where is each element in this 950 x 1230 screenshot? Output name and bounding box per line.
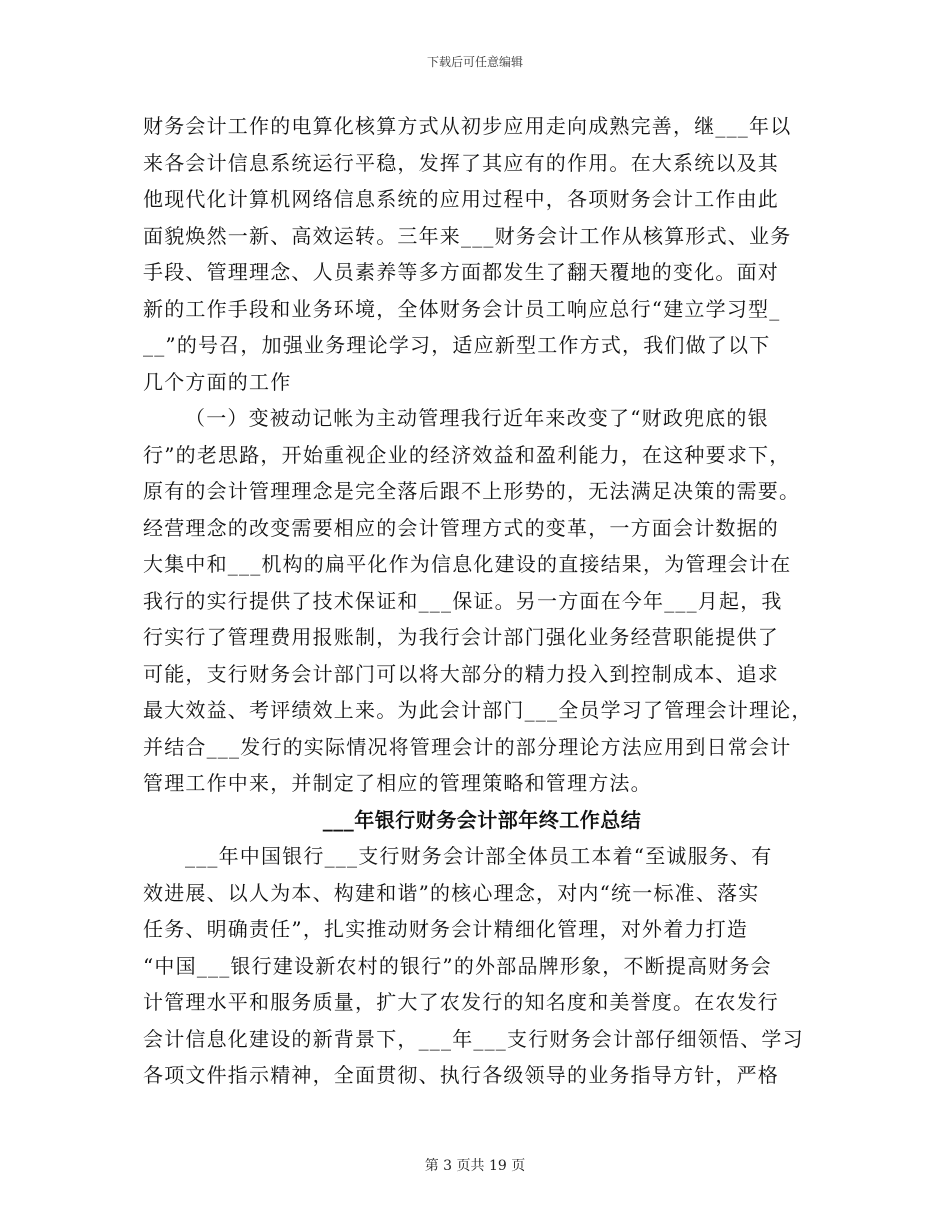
body-line: 各项文件指示精神，全面贯彻、执行各级领导的业务指导方针，严格 — [143, 1063, 779, 1087]
body-line: 他现代化计算机网络信息系统的应用过程中，各项财务会计工作由此 — [143, 187, 779, 211]
body-line: 经营理念的改变需要相应的会计管理方式的变革，一方面会计数据的 — [143, 515, 779, 540]
page-number: 第 3 页共 19 页 — [424, 1158, 526, 1174]
body-line: 管理工作中来，并制定了相应的管理策略和管理方法。 — [143, 771, 652, 795]
body-line: 财务会计工作的电算化核算方式从初步应用走向成熟完善，继___年以 — [143, 114, 792, 138]
body-line: “中国___银行建设新农村的银行”的外部品牌形象，不断提高财务会 — [143, 953, 772, 978]
body-line: 行实行了管理费用报账制，为我行会计部门强化业务经营职能提供了 — [143, 625, 779, 649]
body-line: （一）变被动记帐为主动管理我行近年来改变了“财政兜底的银 — [185, 406, 769, 430]
body-line: 我行的实行提供了技术保证和___保证。另一方面在今年___月起，我 — [143, 588, 783, 613]
body-line: 几个方面的工作 — [143, 369, 292, 394]
body-line: 任务、明确责任”，扎实推动财务会计精细化管理，对外着力打造 — [143, 917, 749, 941]
page-header: 下载后可任意编辑 — [426, 55, 523, 69]
body-line: 行”的老思路，开始重视企业的经济效益和盈利能力，在这种要求下， — [143, 442, 791, 467]
body-line: 最大效益、考评绩效上来。为此会计部门___全员学习了管理会计理论， — [143, 698, 813, 722]
body-line: 面貌焕然一新、高效运转。三年来___财务会计工作从核算形式、业务 — [143, 223, 792, 248]
body-line: 来各会计信息系统运行平稳，发挥了其应有的作用。在大系统以及其 — [143, 150, 779, 175]
body-line: __”的号召，加强业务理论学习，适应新型工作方式，我们做了以下 — [143, 333, 771, 357]
document-body — [143, 108, 811, 1094]
section-heading: ___年银行财务会计部年终工作总结 — [322, 807, 642, 832]
body-line: 并结合___发行的实际情况将管理会计的部分理论方法应用到日常会计 — [143, 734, 792, 759]
body-line: 原有的会计管理理念是完全落后跟不上形势的，无法满足决策的需要。 — [143, 479, 801, 503]
body-line: 手段、管理理念、人员素养等多方面都发生了翻天覆地的变化。面对 — [143, 260, 779, 284]
body-line: 会计信息化建设的新背景下，___年___支行财务会计部仔细领悟、学习 — [143, 1026, 804, 1051]
body-line: 大集中和___机构的扁平化作为信息化建设的直接结果，为管理会计在 — [143, 552, 792, 576]
body-line: 计管理水平和服务质量，扩大了农发行的知名度和美誉度。在农发行 — [143, 990, 779, 1014]
body-line: 新的工作手段和业务环境，全体财务会计员工响应总行“建立学习型_ — [143, 296, 781, 321]
body-line: 效进展、以人为本、构建和谐”的核心理念，对内“统一标准、落实 — [143, 880, 760, 905]
body-line: 可能，支行财务会计部门可以将大部分的精力投入到控制成本、追求 — [143, 661, 779, 686]
body-line: ___年中国银行___支行财务会计部全体员工本着“至诚服务、有 — [185, 844, 773, 868]
